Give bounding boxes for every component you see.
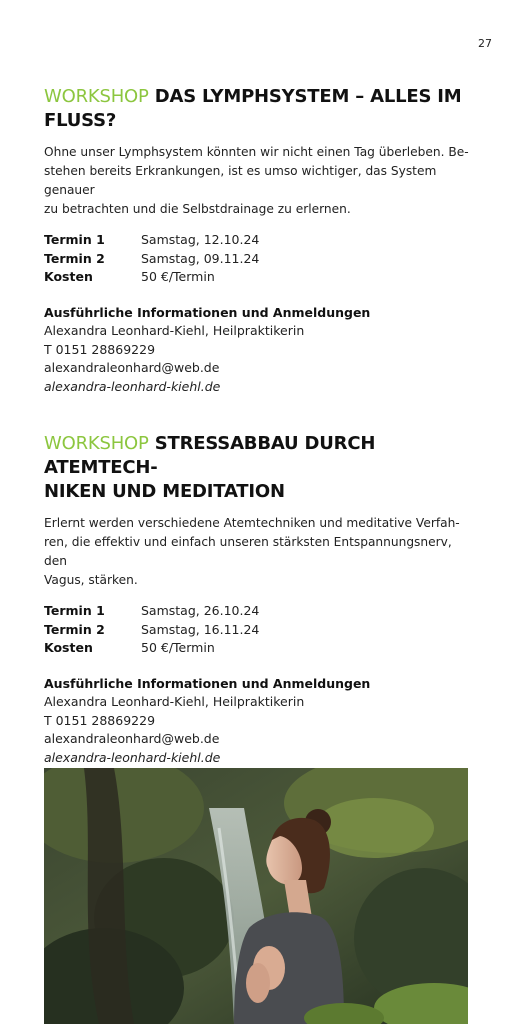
workshop-title-line2: FLUSS? [44, 110, 117, 131]
meta-row-termin-1 [44, 231, 470, 250]
contact-phone: T 0151 28869229 [44, 341, 156, 357]
meta-value: 50 €/Termin [141, 640, 215, 655]
description-line: stehen bereits Erkrankungen, ist es umso wichtiger, das System genauer [44, 164, 437, 197]
workshop-title-line1: DAS LYMPHSYSTEM – ALLES IM [154, 86, 462, 107]
workshop-section-lymphsystem [44, 85, 470, 396]
contact-website-link[interactable]: alexandra-leonhard-kiehl.de [44, 378, 221, 394]
meta-label: Kosten [44, 269, 93, 284]
meta-label: Termin 2 [44, 250, 105, 266]
meta-row-kosten [44, 639, 470, 658]
meta-label: Termin 1 [44, 232, 105, 247]
meta-label: Termin 1 [44, 603, 105, 618]
meta-value: Samstag, 12.10.24 [141, 232, 260, 247]
description-line: Erlernt werden verschiedene Atemtechniken und meditative Verfah- [44, 516, 460, 530]
meta-value: Samstag, 16.11.24 [141, 621, 260, 637]
workshop-heading [44, 85, 470, 133]
meta-label: Termin 2 [44, 621, 105, 637]
contact-name: Alexandra Leonhard-Kiehl, Heilpraktikerin [44, 694, 305, 709]
workshop-description [44, 143, 470, 219]
workshop-title-line2: NIKEN UND MEDITATION [44, 481, 285, 502]
workshop-heading [44, 432, 470, 504]
workshop-section-stressabbau [44, 432, 470, 767]
meta-value: Samstag, 09.11.24 [141, 250, 260, 266]
meta-row-termin-2 [44, 250, 470, 269]
meditation-photo [44, 768, 468, 1024]
contact-website-link[interactable]: alexandra-leonhard-kiehl.de [44, 749, 221, 765]
workshop-meta [44, 231, 470, 287]
workshop-meta [44, 602, 470, 658]
description-line: ren, die effektiv und einfach unseren stärksten Entspannungsnerv, den [44, 535, 452, 568]
contact-phone: T 0151 28869229 [44, 712, 156, 728]
description-line: Ohne unser Lymphsystem könnten wir nicht einen Tag überleben. Be- [44, 145, 469, 159]
workshop-keyword: WORKSHOP [44, 433, 149, 454]
meta-value: Samstag, 26.10.24 [141, 603, 260, 618]
workshop-title-line1: STRESSABBAU DURCH ATEMTECH- [44, 433, 376, 478]
meta-row-termin-1 [44, 602, 470, 621]
workshop-description [44, 514, 470, 590]
contact-email-link[interactable]: alexandraleonhard@web.de [44, 731, 220, 746]
info-title: Ausführliche Informationen und Anmeldungen [44, 675, 371, 691]
description-line: zu betrachten und die Selbstdrainage zu erlernen. [44, 202, 351, 216]
page-number: 27 [478, 37, 492, 50]
contact-name: Alexandra Leonhard-Kiehl, Heilpraktikerin [44, 323, 305, 338]
meditation-photo-illustration [44, 768, 468, 1024]
description-line: Vagus, stärken. [44, 573, 138, 587]
meta-value: 50 €/Termin [141, 269, 215, 284]
meta-row-kosten [44, 268, 470, 287]
info-title: Ausführliche Informationen und Anmeldungen [44, 304, 371, 320]
meta-row-termin-2 [44, 621, 470, 640]
workshop-keyword: WORKSHOP [44, 86, 149, 107]
contact-email-link[interactable]: alexandraleonhard@web.de [44, 360, 220, 375]
meta-label: Kosten [44, 640, 93, 655]
